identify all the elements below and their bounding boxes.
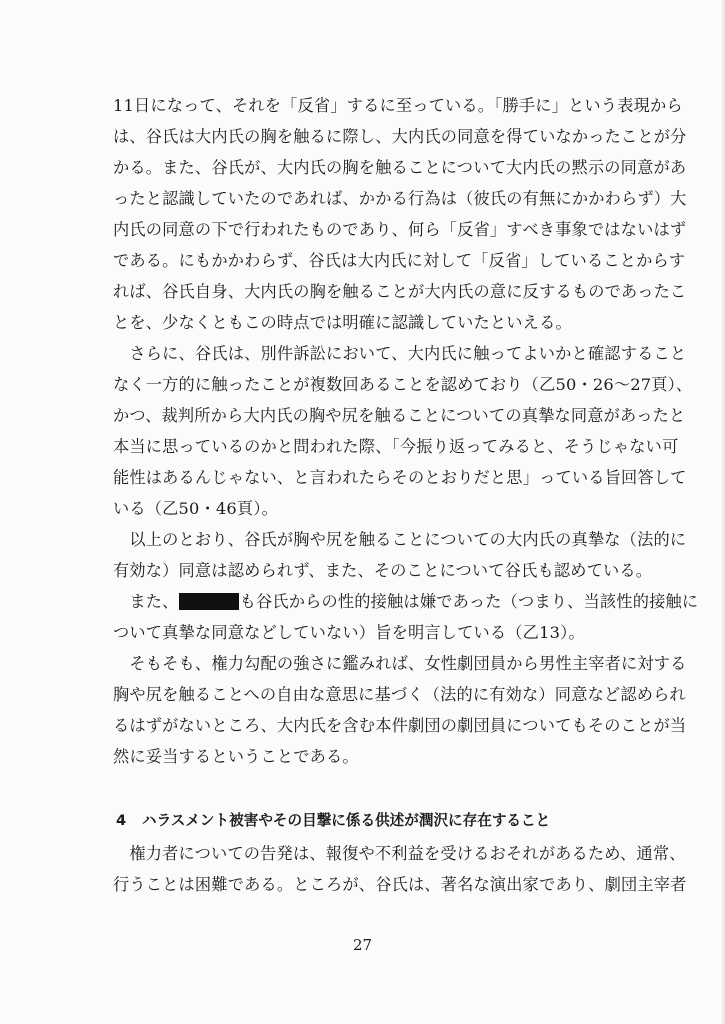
body-text-line: 胸や尻を触ることへの自由な意思に基づく（法的に有効な）同意など認められ [113,685,686,704]
section-title: ハラスメント被害やその目撃に係る供述が潤沢に存在すること [142,812,551,829]
redacted-line-before: また、 [113,592,179,611]
body-text-line: 有効な）同意は認められず、また、そのことについて谷氏も認めている。 [113,561,653,580]
body-text-line: なく一方的に触ったことが複数回あることを認めており（乙50・26〜27頁）、 [113,375,693,394]
body-text-line: である。にもかかわらず、谷氏は大内氏に対して「反省」していることからす [113,251,686,270]
redacted-text-line [113,591,699,613]
body-text-line: 11日になって、それを「反省」するに至っている。「勝手に」という表現から [113,96,683,115]
body-text-line: 内氏の同意の下で行われたものであり、何ら「反省」すべき事象ではないはず [113,220,687,239]
body-text-line: ついて真摯な同意などしていない）旨を明言している（乙13）。 [113,623,585,642]
body-text-line: 権力者についての告発は、報復や不利益を受けるおそれがあるため、通常、 [113,844,686,863]
section-heading [116,810,621,832]
body-text-line: かる。また、谷氏が、大内氏の胸を触ることについて大内氏の黙示の同意があ [113,158,687,177]
body-text-line: 以上のとおり、谷氏が胸や尻を触ることについての大内氏の真摯な（法的に [113,530,687,549]
body-text-line: れば、谷氏自身、大内氏の胸を触ることが大内氏の意に反するものであったこ [113,282,687,301]
body-text-line: さらに、谷氏は、別件訴訟において、大内氏に触ってよいかと確認すること [113,344,687,363]
body-text-line: は、谷氏は大内氏の胸を触るに際し、大内氏の同意を得ていなかったことが分 [113,127,687,146]
body-text-line: いる（乙50・46頁）。 [113,499,278,518]
body-text-line: ったと認識していたのであれば、かかる行為は（彼氏の有無にかかわらず）大 [113,189,687,208]
body-text-line: 然に妥当するということである。 [113,747,359,766]
body-text-line: 能性はあるんじゃない、と言われたらそのとおりだと思」っている旨回答して [113,468,687,487]
body-text-line: 行うことは困難である。ところが、谷氏は、著名な演出家であり、劇団主宰者 [113,875,687,894]
body-text-line: そもそも、権力勾配の強さに鑑みれば、女性劇団員から男性主宰者に対する [113,654,687,673]
section-number: 4 [116,812,127,829]
page-number: 27 [352,936,373,954]
body-text-line: とを、少なくともこの時点では明確に認識していたといえる。 [113,313,572,332]
body-text-line: るはずがないところ、大内氏を含む本件劇団の劇団員についてもそのことが当 [113,716,687,735]
body-text-line: 本当に思っているのかと問われた際、「今振り返ってみると、そうじゃない可 [113,437,679,456]
redacted-line-after: も谷氏からの性的接触は嫌であった（つまり、当該性的接触に [239,592,699,611]
body-text-line: かつ、裁判所から大内氏の胸や尻を触ることについての真摯な同意があったと [113,406,686,425]
redaction-bar [179,593,239,610]
